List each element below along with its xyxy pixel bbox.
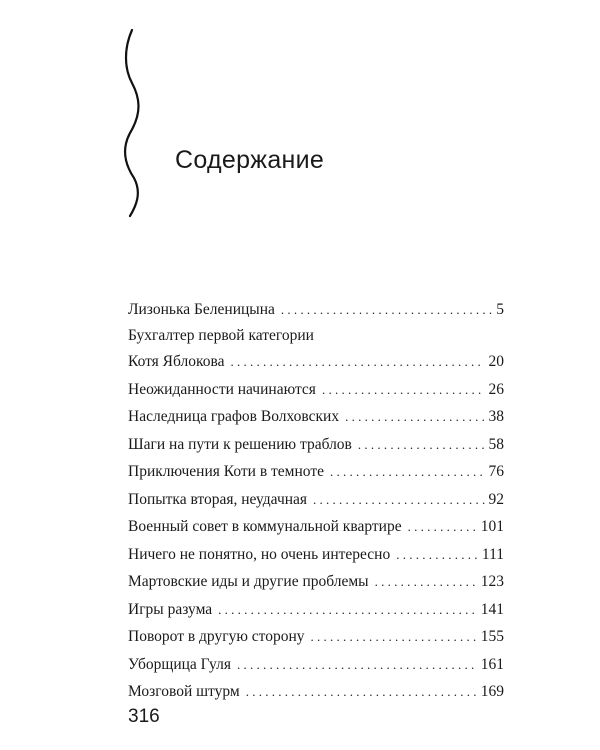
toc-entry-page: 26 (488, 380, 504, 398)
toc-entry-title: Ничего не понятно, но очень интересно (128, 545, 391, 563)
leader-dots (218, 596, 477, 624)
toc-entry-page: 161 (480, 655, 504, 673)
leader-dots (330, 458, 485, 486)
toc-entry[interactable] (128, 296, 504, 324)
toc-entry-title: Приключения Коти в темноте (128, 463, 324, 480)
toc-entry-page: 20 (488, 353, 504, 370)
toc-entry-title-line1: Бухгалтер первой категории (128, 326, 314, 344)
toc-entry-title: Шаги на пути к решению траблов (128, 435, 352, 453)
toc-entry-page: 169 (480, 683, 504, 700)
toc-entry-title: Военный совет в коммунальной квартире (128, 518, 402, 535)
toc-entry-title: Уборщица Гуля (128, 655, 231, 673)
toc-entry[interactable] (128, 541, 504, 569)
decorative-wave-line-icon (118, 28, 158, 218)
toc-entry[interactable] (128, 596, 504, 624)
toc-entry-title: Котя Яблокова (128, 353, 225, 370)
toc-entry-title: Поворот в другую сторону (128, 628, 305, 645)
leader-dots (246, 678, 477, 706)
toc-entry[interactable] (128, 324, 504, 376)
toc-entry[interactable] (128, 431, 504, 459)
leader-dots (231, 348, 485, 376)
toc-entry-title: Неожиданности начинаются (128, 380, 316, 398)
leader-dots (237, 651, 477, 679)
toc-entry-page: 5 (496, 301, 504, 318)
toc-entry-page: 155 (480, 628, 504, 645)
toc-entry[interactable] (128, 403, 504, 431)
leader-dots (322, 376, 485, 404)
toc-entry-page: 76 (488, 463, 504, 480)
leader-dots (396, 541, 478, 569)
leader-dots (375, 568, 477, 596)
toc-entry[interactable] (128, 623, 504, 651)
toc-entry[interactable] (128, 486, 504, 514)
table-of-contents (128, 296, 504, 706)
toc-entry[interactable] (128, 376, 504, 404)
leader-dots (358, 431, 485, 459)
toc-entry-page: 101 (480, 518, 504, 535)
toc-entry-page: 58 (488, 435, 504, 453)
leader-dots (408, 513, 477, 541)
toc-entry-page: 123 (480, 573, 504, 590)
toc-entry-title: Наследница графов Волховских (128, 408, 340, 425)
toc-entry[interactable] (128, 678, 504, 706)
leader-dots (311, 623, 477, 651)
toc-entry[interactable] (128, 513, 504, 541)
toc-entry-page: 38 (488, 408, 504, 425)
toc-entry-title: Лизонька Беленицына (128, 301, 275, 318)
toc-entry-title: Мартовские иды и другие проблемы (128, 573, 369, 590)
leader-dots (345, 403, 484, 431)
toc-entry[interactable] (128, 458, 504, 486)
page-title: Содержание (175, 146, 325, 174)
toc-entry-title: Мозговой штурм (128, 683, 240, 700)
leader-dots (313, 486, 484, 514)
leader-dots (281, 296, 492, 324)
toc-entry-page: 111 (481, 545, 504, 563)
toc-entry-title: Попытка вторая, неудачная (128, 490, 308, 508)
toc-entry-page: 92 (488, 490, 504, 508)
page-number: 316 (128, 706, 160, 727)
toc-entry[interactable] (128, 651, 504, 679)
toc-entry-title: Игры разума (128, 600, 213, 618)
toc-entry[interactable] (128, 568, 504, 596)
toc-entry-page: 141 (480, 600, 504, 618)
